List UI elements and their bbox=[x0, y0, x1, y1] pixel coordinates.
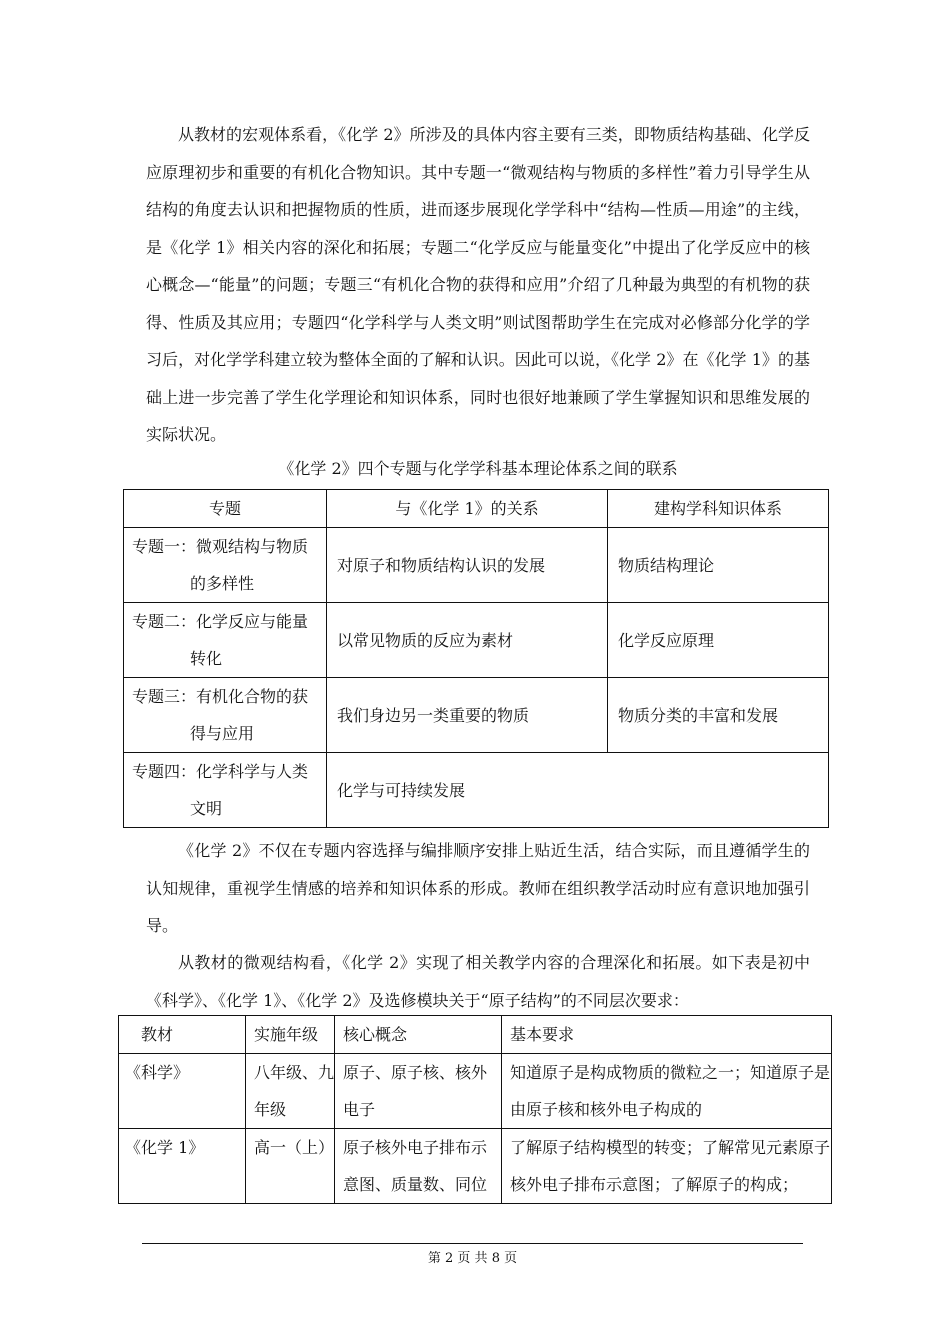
table-row bbox=[119, 1129, 832, 1204]
header-grade: 实施年级 bbox=[246, 1016, 335, 1054]
table1-caption: 《化学 2》四个专题与化学学科基本理论体系之间的联系 bbox=[278, 459, 678, 478]
topic-line-2: 得与应用 bbox=[190, 724, 255, 743]
page-number: 第 2 页 共 8 页 bbox=[427, 1251, 518, 1266]
table-header-row bbox=[119, 1016, 832, 1054]
header-concept: 核心概念 bbox=[335, 1016, 502, 1054]
header-book: 教材 bbox=[119, 1016, 246, 1054]
paragraph-topic-arrangement: 《化学 2》不仅在专题内容选择与编排顺序安排上贴近生活，结合实际，而且遵循学生的认知规律，重视学生情感的培养和知识体系的形成。教师在组织教学活动时应有意识地加强引导。 bbox=[146, 841, 810, 935]
paragraph-micro-structure: 从教材的微观结构看，《化学 2》实现了相关教学内容的合理深化和拓展。如下表是初中《科学》、《化学 1》、《化学 2》及选修模块关于“原子结构”的不同层次要求： bbox=[146, 953, 810, 1010]
topic-line-1: 专题一：微观结构与物质 bbox=[132, 537, 309, 556]
system-cell: 物质结构理论 bbox=[608, 528, 829, 603]
book-cell: 《化学 1》 bbox=[119, 1129, 246, 1204]
topic-line-1: 专题四：化学科学与人类 bbox=[132, 762, 309, 781]
topic-cell bbox=[124, 528, 327, 603]
grade-cell: 八年级、九年级 bbox=[246, 1054, 335, 1129]
table-row bbox=[124, 603, 829, 678]
header-system: 建构学科知识体系 bbox=[608, 490, 829, 528]
topic-cell bbox=[124, 678, 327, 753]
topic-cell bbox=[124, 753, 327, 828]
relation-cell: 对原子和物质结构认识的发展 bbox=[327, 528, 608, 603]
relation-cell: 化学与可持续发展 bbox=[327, 753, 829, 828]
topic-line-1: 专题三：有机化合物的获 bbox=[132, 687, 309, 706]
table-row bbox=[119, 1054, 832, 1129]
topic-line-1: 专题二：化学反应与能量 bbox=[132, 612, 309, 631]
header-relation: 与《化学 1》的关系 bbox=[327, 490, 608, 528]
header-requirement: 基本要求 bbox=[502, 1016, 832, 1054]
relation-cell: 我们身边另一类重要的物质 bbox=[327, 678, 608, 753]
topic-line-2: 转化 bbox=[190, 649, 223, 668]
requirement-cell: 知道原子是构成物质的微粒之一；知道原子是由原子核和核外电子构成的 bbox=[502, 1054, 832, 1129]
topic-cell bbox=[124, 603, 327, 678]
concept-cell: 原子、原子核、核外电子 bbox=[335, 1054, 502, 1129]
table-row bbox=[124, 528, 829, 603]
book-cell: 《科学》 bbox=[119, 1054, 246, 1129]
concept-cell: 原子核外电子排布示意图、质量数、同位 bbox=[335, 1129, 502, 1204]
requirement-cell: 了解原子结构模型的转变；了解常见元素原子核外电子排布示意图；了解原子的构成； bbox=[502, 1129, 832, 1204]
topics-relation-table bbox=[123, 489, 829, 828]
system-cell: 物质分类的丰富和发展 bbox=[608, 678, 829, 753]
table-row bbox=[124, 753, 829, 828]
atomic-structure-requirements-table bbox=[118, 1015, 832, 1204]
table-row bbox=[124, 678, 829, 753]
topic-line-2: 文明 bbox=[190, 799, 223, 818]
header-topic: 专题 bbox=[124, 490, 327, 528]
system-cell: 化学反应原理 bbox=[608, 603, 829, 678]
relation-cell: 以常见物质的反应为素材 bbox=[327, 603, 608, 678]
grade-cell: 高一（上） bbox=[246, 1129, 335, 1204]
footer-divider bbox=[142, 1243, 803, 1244]
paragraph-macro-system: 从教材的宏观体系看，《化学 2》所涉及的具体内容主要有三类，即物质结构基础、化学反应原理初步和重要的有机化合物知识。其中专题一“微观结构与物质的多样性”着力引导学生从结构的角度去认识和把握物质的性质，进而逐步展现化学学科中“结构—性质—用途”的主线，是《化学 1》相关内容的深化和拓展；专题二“化学反应与能量变化”中提出了化学反应中的核心概念—“能量”的问题；专题三“有机化合物的获得和应用”介绍了几种最为典型的有机物的获得、性质及其应用；专题四“化学科学与人类文明”则试图帮助学生在完成对必修部分化学的学习后，对化学学科建立较为整体全面的了解和认识。因此可以说，《化学 2》在《化学 1》的基础上进一步完善了学生化学理论和知识体系，同时也很好地兼顾了学生掌握知识和思维发展的实际状况。 bbox=[146, 125, 810, 444]
topic-line-2: 的多样性 bbox=[190, 574, 255, 593]
table-header-row bbox=[124, 490, 829, 528]
